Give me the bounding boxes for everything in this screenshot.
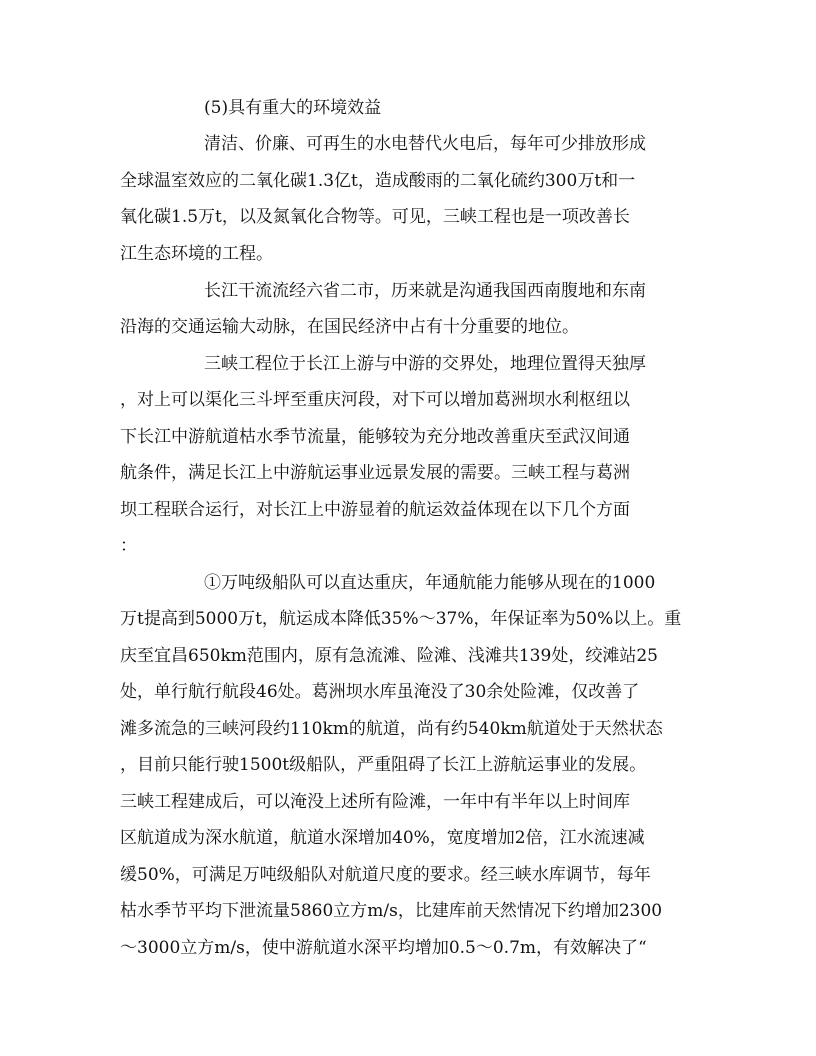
paragraph-line: 三峡工程建成后，可以淹没上述所有险滩，一年中有半年以上时间库	[120, 792, 630, 812]
paragraph-line: 三峡工程位于长江上游与中游的交界处，地理位置得天独厚	[204, 354, 646, 374]
paragraph-line: ，目前只能行驶1500t级船队，严重阻碍了长江上游航运事业的发展。	[120, 755, 647, 775]
paragraph-line: 滩多流急的三峡河段约110km的航道，尚有约540km航道处于天然状态	[120, 719, 663, 739]
paragraph-line: 江生态环境的工程。	[120, 244, 273, 264]
paragraph-line: ：	[120, 536, 137, 556]
paragraph-line: ，对上可以渠化三斗坪至重庆河段，对下可以增加葛洲坝水利枢纽以	[120, 390, 630, 410]
paragraph-line: 沿海的交通运输大动脉，在国民经济中占有十分重要的地位。	[120, 317, 579, 337]
paragraph-line: 全球温室效应的二氧化碳1.3亿t，造成酸雨的二氧化硫约300万t和一	[120, 171, 636, 191]
paragraph-line: 坝工程联合运行，对长江上中游显着的航运效益体现在以下几个方面	[120, 500, 630, 520]
paragraph-line: 处，单行航行航段46处。葛洲坝水库虽淹没了30余处险滩，仅改善了	[120, 682, 640, 702]
paragraph-line: 庆至宜昌650km范围内，原有急流滩、险滩、浅滩共139处，绞滩站25	[120, 646, 658, 666]
paragraph-line: 万t提高到5000万t，航运成本降低35%～37%，年保证率为50%以上。重	[120, 609, 682, 629]
paragraph-line: 枯水季节平均下泄流量5860立方m/s，比建库前天然情况下约增加2300	[120, 901, 663, 921]
paragraph-line: 清洁、价廉、可再生的水电替代火电后，每年可少排放形成	[204, 134, 646, 154]
paragraph-line: 航条件，满足长江上中游航运事业远景发展的需要。三峡工程与葛洲	[120, 463, 630, 483]
section-heading: (5)具有重大的环境效益	[204, 98, 382, 118]
paragraph-line: 下长江中游航道枯水季节流量，能够较为充分地改善重庆至武汉间通	[120, 427, 630, 447]
paragraph-line: ～3000立方m/s，使中游航道水深平均增加0.5～0.7m，有效解决了“	[120, 938, 647, 958]
paragraph-line: ①万吨级船队可以直达重庆，年通航能力能够从现在的1000	[204, 573, 656, 593]
paragraph-line: 长江干流流经六省二市，历来就是沟通我国西南腹地和东南	[204, 281, 646, 301]
paragraph-line: 氧化碳1.5万t，以及氮氧化合物等。可见，三峡工程也是一项改善长	[120, 207, 630, 227]
paragraph-line: 缓50%，可满足万吨级船队对航道尺度的要求。经三峡水库调节，每年	[120, 865, 651, 885]
paragraph-line: 区航道成为深水航道，航道水深增加40%，宽度增加2倍，江水流速减	[120, 828, 645, 848]
